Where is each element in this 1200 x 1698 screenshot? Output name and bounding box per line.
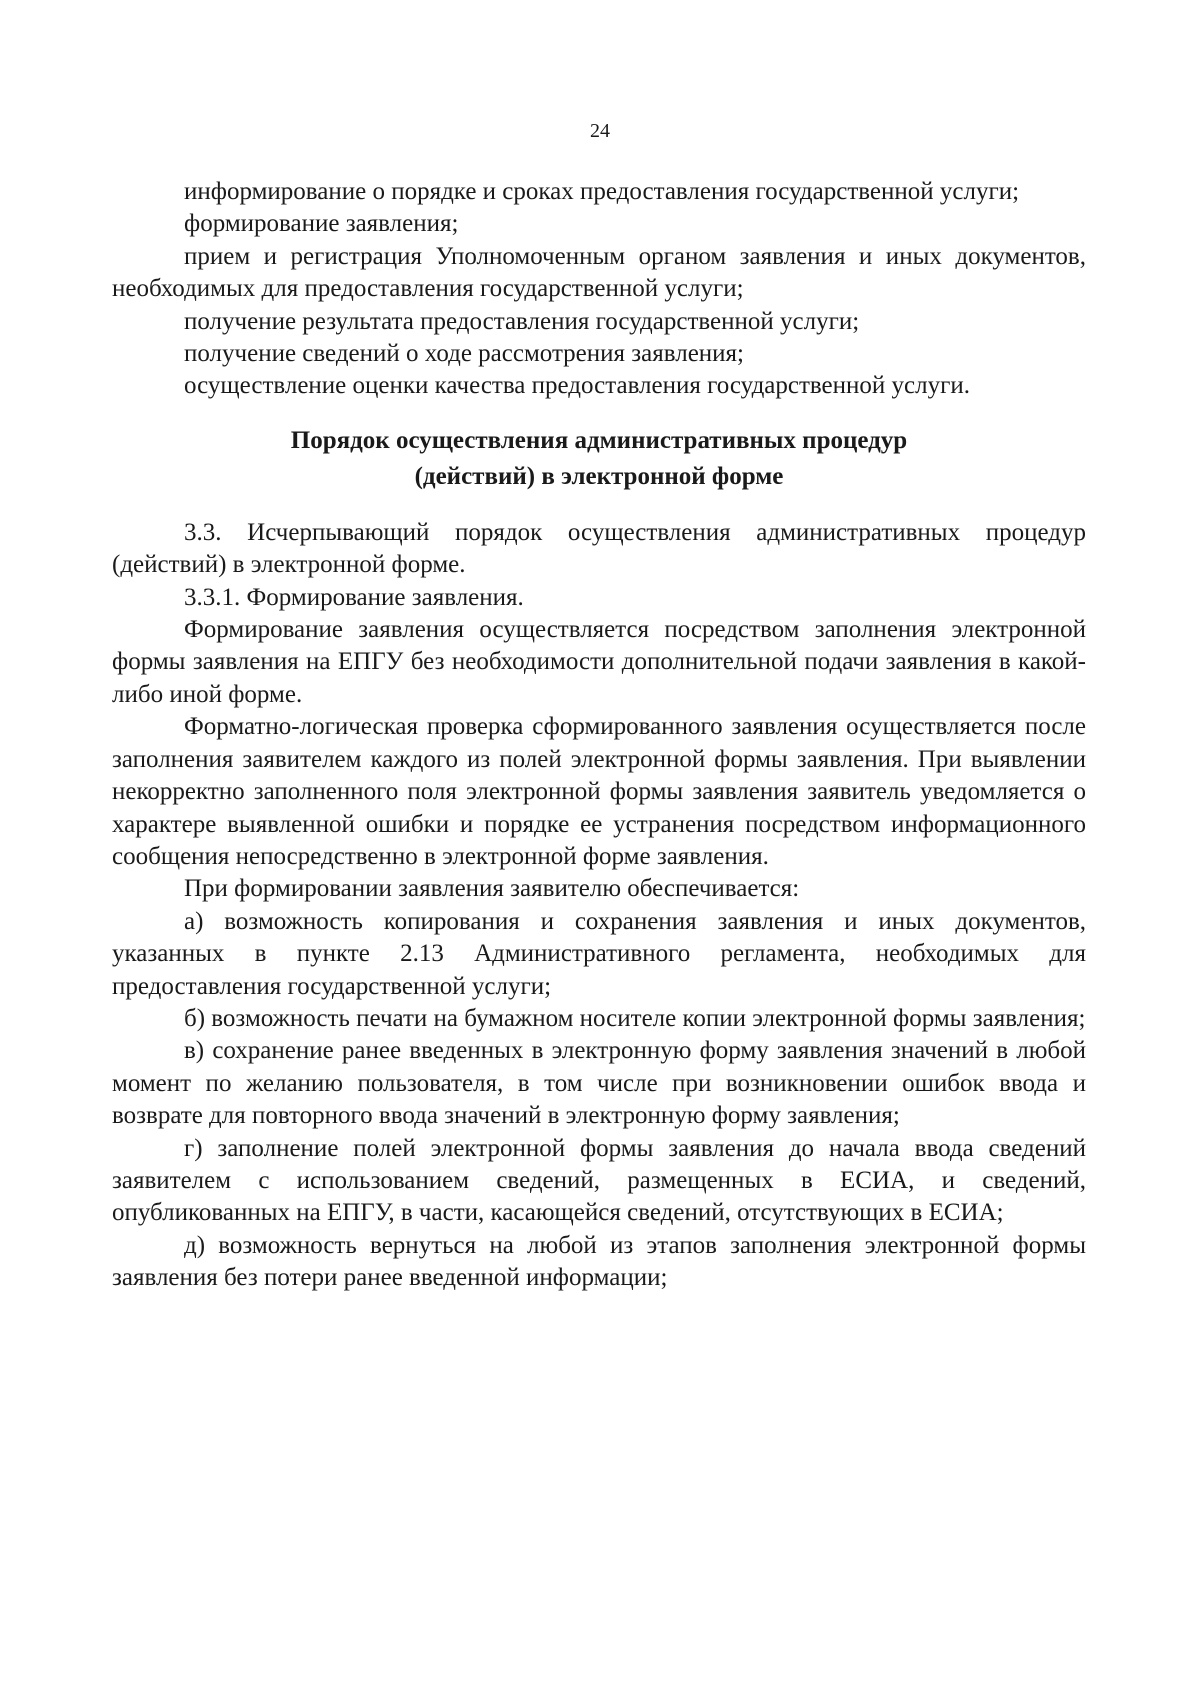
- list-item-g: г) заполнение полей электронной формы заявления до начала ввода сведений заявителем с использованием сведений, размещенных в ЕСИА, и сведений, опубликованных на ЕПГУ, в части, касающейся сведений, отсутствующих в ЕСИА;: [112, 1134, 1086, 1227]
- list-item-a: а) возможность копирования и сохранения заявления и иных документов, указанных в пункте 2.13 Административного регламента, необходимых для предоставления государственной услуги;: [112, 907, 1086, 1000]
- paragraph-3-3: 3.3. Исчерпывающий порядок осуществления административных процедур (действий) в электронной форме.: [112, 518, 1086, 579]
- section-heading-line-2: (действий) в электронной форме: [414, 462, 784, 490]
- section-heading: [112, 423, 1086, 495]
- list-item: осуществление оценки качества предоставления государственной услуги.: [184, 372, 970, 400]
- paragraph: При формировании заявления заявителю обеспечивается:: [184, 875, 800, 903]
- section-heading-line-1: Порядок осуществления административных процедур: [290, 426, 908, 454]
- list-item: формирование заявления;: [184, 210, 459, 238]
- list-item: информирование о порядке и сроках предоставления государственной услуги;: [184, 178, 1020, 205]
- list-item: получение результата предоставления государственной услуги;: [184, 307, 860, 335]
- list-item-d: д) возможность вернуться на любой из этапов заполнения электронной формы заявления без потери ранее введенной информации;: [112, 1231, 1086, 1292]
- document-body: [112, 176, 1086, 1295]
- list-item-b: б) возможность печати на бумажном носителе копии электронной формы заявления;: [184, 1004, 1086, 1032]
- list-item: прием и регистрация Уполномоченным органом заявления и иных документов, необходимых для предоставления государственной услуги;: [112, 242, 1086, 303]
- paragraph: Формирование заявления осуществляется посредством заполнения электронной формы заявления на ЕПГУ без необходимости дополнительной подачи заявления в какой-либо иной форме.: [112, 616, 1086, 708]
- paragraph: Форматно-логическая проверка сформированного заявления осуществляется после заполнения заявителем каждого из полей электронной формы заявления. При выявлении некорректно заполненного поля электронной формы заявления заявитель уведомляется о характере выявленной ошибки и порядке ее устранения посредством информационного сообщения непосредственно в электронной форме заявления.: [112, 713, 1086, 870]
- list-item-v: в) сохранение ранее введенных в электронную форму заявления значений в любой момент по желанию пользователя, в том числе при возникновении ошибок ввода и возврате для повторного ввода значений в электронную форму заявления;: [112, 1037, 1086, 1130]
- page-number: 24: [590, 120, 610, 142]
- paragraph-3-3-1: 3.3.1. Формирование заявления.: [184, 583, 524, 611]
- list-item: получение сведений о ходе рассмотрения заявления;: [184, 340, 744, 368]
